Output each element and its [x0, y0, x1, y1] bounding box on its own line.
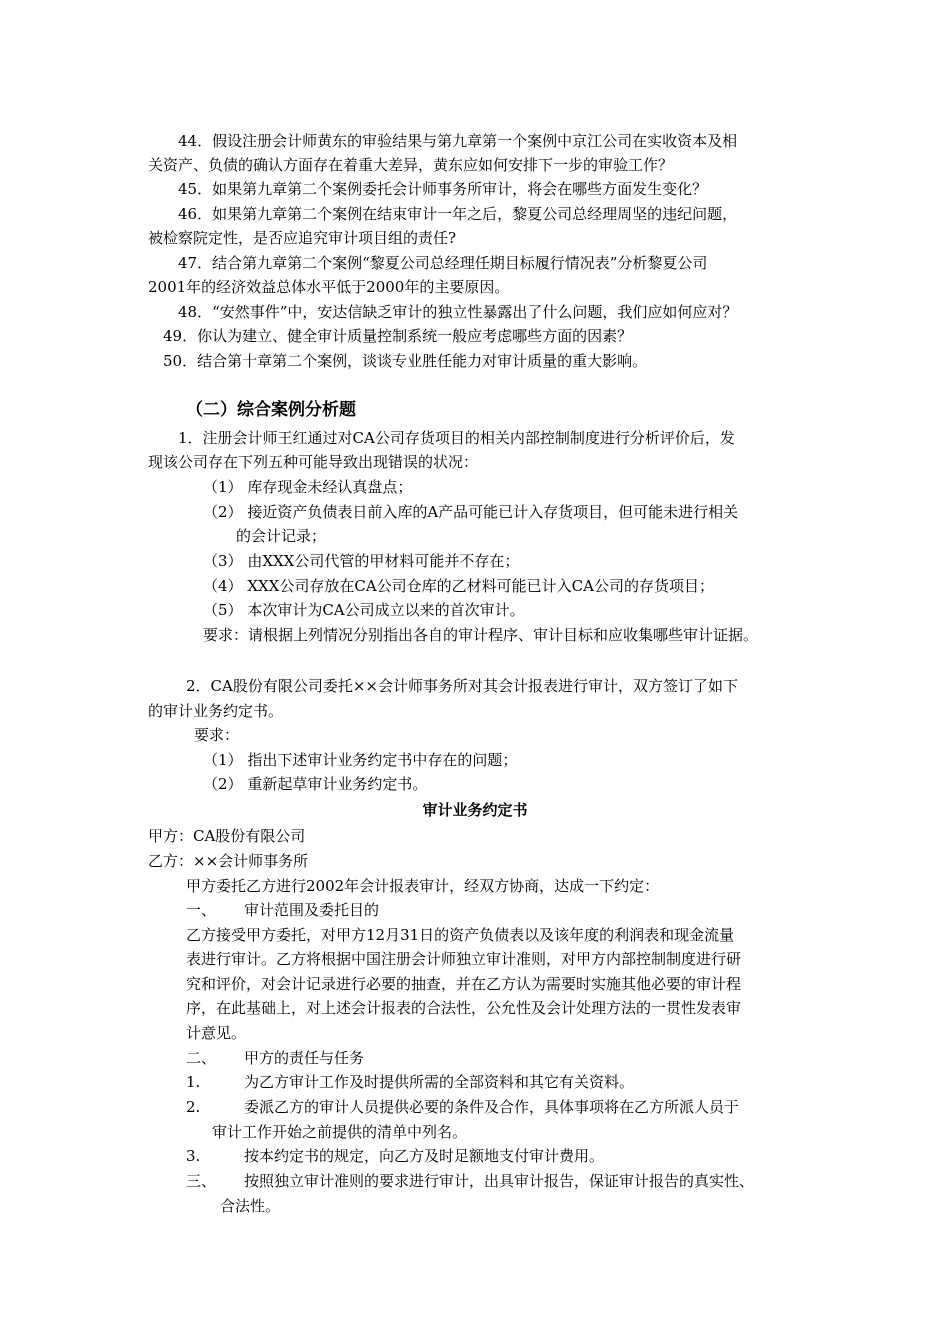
- case1-item-5-text: 本次审计为CA公司成立以来的首次审计。: [247, 601, 525, 619]
- question-44-line2: 关资产、负债的确认方面存在着重大差异，黄东应如何安排下一步的审验工作？: [148, 156, 674, 174]
- contract-section-1-body-2: 表进行审计。乙方将根据中国注册会计师独立审计准则，对甲方内部控制制度进行研: [186, 950, 742, 968]
- case1-item-2: [203, 502, 738, 522]
- contract-section-2-item-1-text: 为乙方审计工作及时提供所需的全部资料和其它有关资料。: [244, 1073, 635, 1091]
- case2-item-2-num: （2）: [203, 775, 243, 793]
- contract-section-2-item-2-text: 委派乙方的审计人员提供必要的条件及合作，具体事项将在乙方所派人员于: [244, 1098, 740, 1116]
- case2-item-1-num: （1）: [203, 751, 243, 769]
- case1-item-4-text: XXX公司存放在CA公司仓库的乙材料可能已计入CA公司的存货项目；: [247, 577, 714, 595]
- question-47-line1: 47．结合第九章第二个案例“黎夏公司总经理任期目标履行情况表”分析黎夏公司: [178, 254, 708, 272]
- contract-section-3: [186, 1171, 754, 1191]
- question-45: 45．如果第九章第二个案例委托会计师事务所审计，将会在哪些方面发生变化？: [178, 180, 708, 198]
- case1-item-1-num: （1）: [203, 478, 243, 496]
- contract-section-1-body-5: 计意见。: [186, 1024, 247, 1042]
- contract-section-2-item-2: [186, 1097, 739, 1117]
- case2-item-1-text: 指出下述审计业务约定书中存在的问题；: [247, 751, 518, 769]
- contract-section-2-heading: [186, 1048, 364, 1068]
- case1-requirement: 要求：请根据上列情况分别指出各自的审计程序、审计目标和应收集哪些审计证据。: [203, 626, 759, 644]
- case2-item-1: [203, 750, 517, 770]
- case1-item-3-text: 由XXX公司代管的甲材料可能并不存在；: [247, 552, 520, 570]
- contract-section-1-body-4: 序，在此基础上，对上述会计报表的合法性，公允性及会计处理方法的一贯性发表审: [186, 999, 742, 1017]
- section-title: （二）综合案例分析题: [186, 400, 356, 420]
- case1-item-1-text: 库存现金未经认真盘点；: [247, 478, 413, 496]
- question-48: 48．“安然事件”中，安达信缺乏审计的独立性暴露出了什么问题，我们应如何应对？: [178, 303, 738, 321]
- case1-item-2-text: 接近资产负债表日前入库的A产品可能已计入存货项目，但可能未进行相关: [247, 503, 739, 521]
- contract-section-2-item-1: [186, 1072, 634, 1092]
- case1-item-4: [203, 576, 714, 596]
- case1-item-2-cont: 的会计记录；: [236, 527, 327, 545]
- contract-section-2-title: 甲方的责任与任务: [244, 1049, 365, 1067]
- case1-item-4-num: （4）: [203, 577, 243, 595]
- case2-intro-line2: 的审计业务约定书。: [148, 702, 284, 720]
- case1-item-5-num: （5）: [203, 601, 243, 619]
- contract-section-1-body-1: 乙方接受甲方委托，对甲方12月31日的资产负债表以及该年度的利润表和现金流量: [186, 926, 735, 944]
- contract-section-2-item-1-num: 1.: [186, 1073, 201, 1091]
- contract-section-2-num: 二、: [186, 1049, 217, 1067]
- question-46-line2: 被检察院定性，是否应追究审计项目组的责任?: [148, 229, 457, 247]
- contract-section-2-item-2-cont: 审计工作开始之前提供的清单中列名。: [212, 1123, 468, 1141]
- case1-item-1: [203, 477, 412, 497]
- case1-item-5: [203, 600, 525, 620]
- question-50: 50．结合第十章第二个案例，谈谈专业胜任能力对审计质量的重大影响。: [163, 352, 648, 370]
- contract-section-2-item-3-num: 3.: [186, 1147, 201, 1165]
- question-47-line2: 2001年的经济效益总体水平低于2000年的主要原因。: [148, 278, 510, 296]
- contract-section-3-num: 三、: [186, 1172, 217, 1190]
- case1-item-2-num: （2）: [203, 503, 243, 521]
- case1-intro-line2: 现该公司存在下列五种可能导致出现错误的状况：: [148, 453, 479, 471]
- contract-section-1-body-3: 究和评价，对会计记录进行必要的抽查，并在乙方认为需要时实施其他必要的审计程: [186, 975, 742, 993]
- contract-section-2-item-3: [186, 1146, 604, 1166]
- question-46-line1: 46．如果第九章第二个案例在结束审计一年之后，黎夏公司总经理周坚的违纪问题，: [178, 205, 738, 223]
- contract-section-2-item-3-text: 按本约定书的规定，向乙方及时足额地支付审计费用。: [244, 1147, 605, 1165]
- question-44-line1: 44．假设注册会计师黄东的审验结果与第九章第一个案例中京江公司在实收资本及相: [178, 132, 738, 150]
- question-49: 49．你认为建立、健全审计质量控制系统一般应考虑哪些方面的因素？: [163, 327, 633, 345]
- contract-section-2-item-2-num: 2.: [186, 1098, 201, 1116]
- contract-section-1-num: 一、: [186, 901, 217, 919]
- contract-title: 审计业务约定书: [422, 801, 528, 819]
- contract-party-a: 甲方：CA股份有限公司: [148, 827, 306, 845]
- contract-section-3-cont: 合法性。: [220, 1197, 281, 1215]
- case1-item-3: [203, 551, 519, 571]
- case1-intro-line1: 1．注册会计师王红通过对CA公司存货项目的相关内部控制制度进行分析评价后，发: [178, 429, 735, 447]
- case2-req-label: 要求：: [194, 726, 240, 744]
- contract-section-1-heading: [186, 900, 379, 920]
- contract-preamble: 甲方委托乙方进行2002年会计报表审计，经双方协商，达成一下约定：: [186, 877, 660, 895]
- case2-item-2-text: 重新起草审计业务约定书。: [247, 775, 428, 793]
- contract-section-3-text: 按照独立审计准则的要求进行审计，出具审计报告，保证审计报告的真实性、: [244, 1172, 755, 1190]
- case2-intro-line1: 2．CA股份有限公司委托××会计师事务所对其会计报表进行审计，双方签订了如下: [186, 677, 738, 695]
- case1-item-3-num: （3）: [203, 552, 243, 570]
- contract-section-1-title: 审计范围及委托目的: [244, 901, 380, 919]
- case2-item-2: [203, 774, 427, 794]
- contract-party-b: 乙方：××会计师事务所: [148, 852, 309, 870]
